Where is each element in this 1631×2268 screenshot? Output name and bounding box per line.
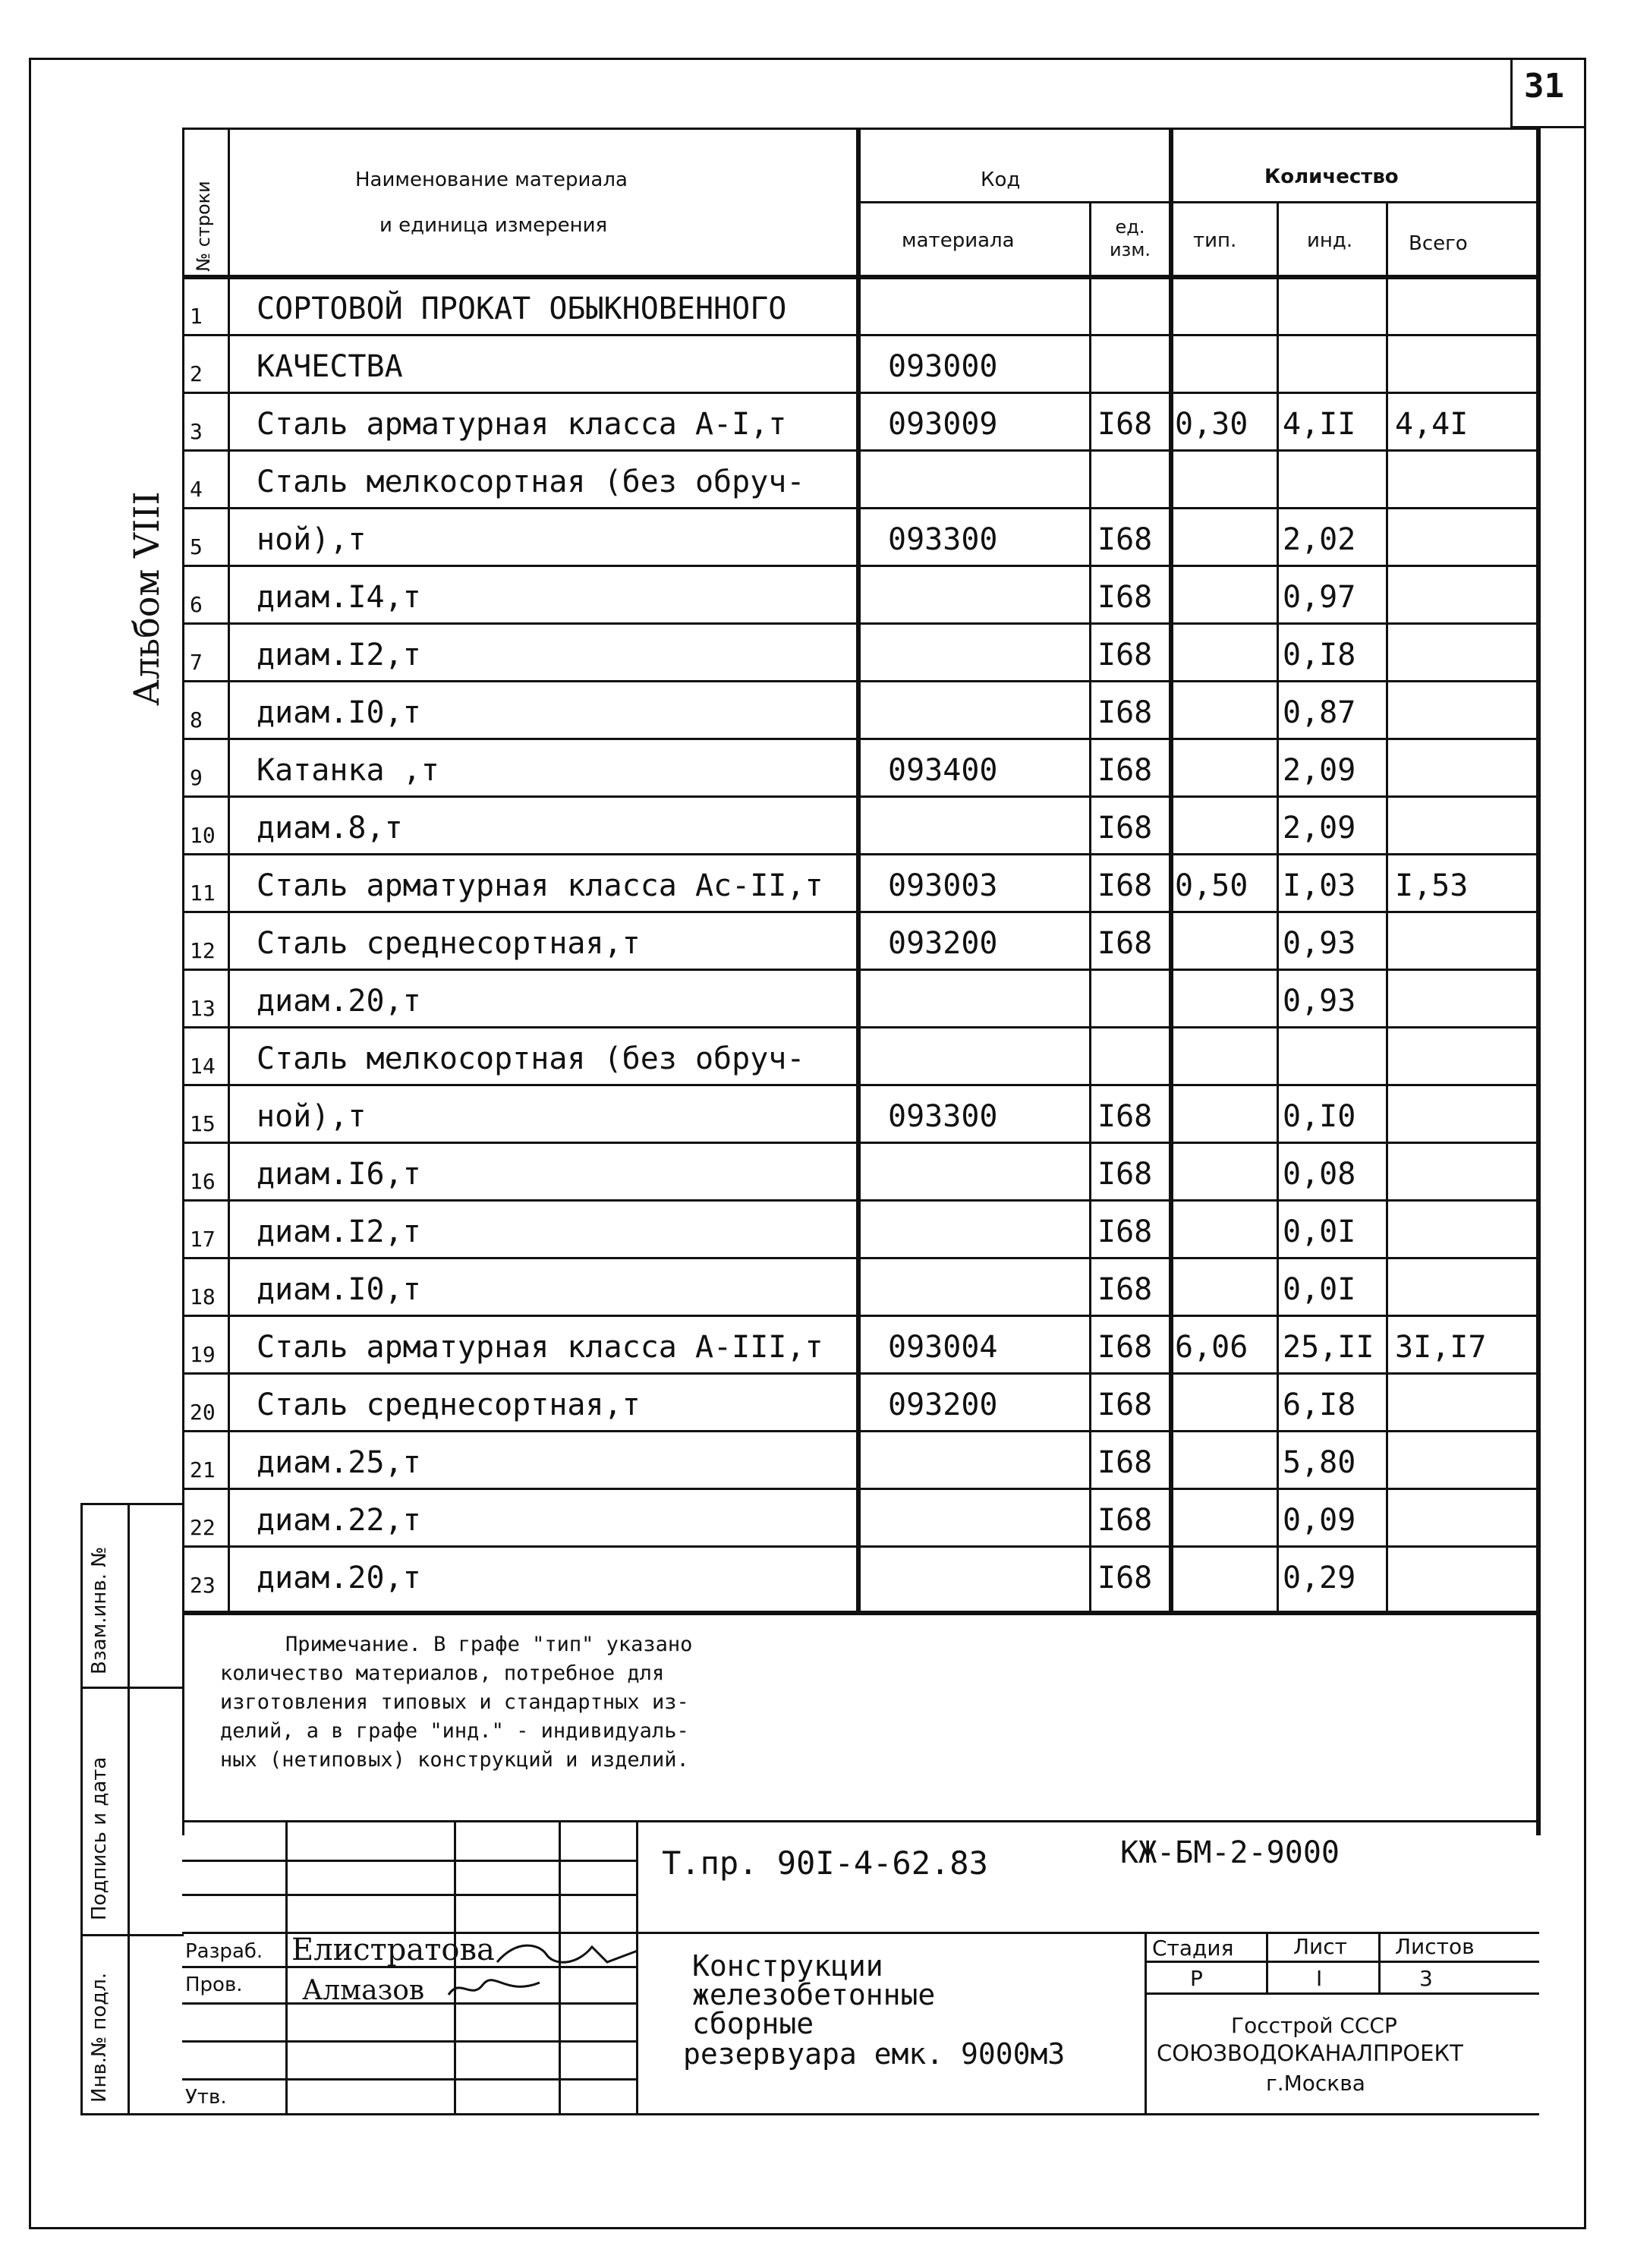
list-value: I — [1316, 1966, 1323, 1991]
col-total-left — [1386, 201, 1388, 1615]
material-code: 093004 — [888, 1330, 998, 1365]
unit-code: I68 — [1097, 1561, 1153, 1595]
col-unit-left — [1089, 201, 1091, 1615]
list-label: Лист — [1293, 1934, 1347, 1959]
tb-vline — [1145, 1932, 1147, 2114]
row-number: 16 — [190, 1169, 216, 1194]
left-strip-div3 — [80, 1934, 184, 1936]
left-strip-podpis-data: Подпись и дата — [88, 1756, 111, 1920]
qty-ind: I,03 — [1283, 868, 1356, 903]
material-name: ной),т — [257, 1099, 367, 1134]
qty-ind: 0,0I — [1283, 1272, 1356, 1307]
qty-total: 4,4I — [1395, 407, 1469, 442]
tb-vline — [1378, 1932, 1381, 1994]
material-code: 093000 — [888, 349, 998, 384]
material-name: диам.I2,т — [257, 638, 421, 673]
row-number: 19 — [190, 1342, 216, 1367]
header-row-no: № строки — [193, 181, 214, 272]
material-name: диам.I0,т — [257, 1272, 421, 1307]
left-strip-div2 — [80, 1687, 184, 1689]
unit-code: I68 — [1097, 695, 1153, 730]
unit-code: I68 — [1097, 1272, 1153, 1307]
header-material-name-2: и единица измерения — [379, 214, 608, 237]
row-divider — [182, 1084, 1539, 1086]
qty-ind: 0,93 — [1283, 926, 1356, 961]
row-divider — [182, 1315, 1539, 1317]
unit-code: I68 — [1097, 811, 1153, 846]
material-name: Сталь арматурная класса Ас-II,т — [257, 868, 823, 903]
material-code: 093200 — [888, 926, 998, 961]
album-label: Альбом VIII — [126, 491, 167, 706]
tb-vline — [285, 1820, 288, 2115]
qty-ind: 0,29 — [1283, 1561, 1356, 1595]
outer-frame-top — [29, 58, 1586, 60]
title-line: резервуара емк. 9000м3 — [683, 2037, 1066, 2071]
row-divider — [182, 738, 1539, 740]
unit-code: I68 — [1097, 407, 1153, 442]
unit-code: I68 — [1097, 1503, 1153, 1538]
row-divider — [182, 911, 1539, 913]
note-line: Примечание. В графе "тип" указано — [285, 1633, 693, 1656]
material-code: 093200 — [888, 1388, 998, 1422]
header-unit: ед. изм. — [1109, 216, 1151, 260]
row-divider — [182, 1142, 1539, 1144]
material-name: Сталь арматурная класса А-III,т — [257, 1330, 823, 1365]
row-divider — [182, 449, 1539, 452]
row-divider — [182, 1257, 1539, 1259]
project-code: Т.пр. 90I-4-62.83 — [662, 1844, 988, 1882]
listov-value: 3 — [1419, 1966, 1433, 1991]
row-divider — [182, 565, 1539, 567]
outer-frame-right — [1584, 58, 1586, 2229]
qty-ind: 0,09 — [1283, 1503, 1356, 1538]
material-name: КАЧЕСТВА — [257, 349, 403, 384]
signature-prov — [445, 1973, 543, 2004]
unit-code: I68 — [1097, 1157, 1153, 1192]
outer-frame-bottom — [29, 2227, 1586, 2229]
row-number: 14 — [190, 1054, 216, 1079]
note-line: ных (нетиповых) конструкций и изделий. — [220, 1748, 689, 1772]
unit-code: I68 — [1097, 522, 1153, 557]
unit-code: I68 — [1097, 580, 1153, 615]
row-number: 18 — [190, 1284, 216, 1309]
table-body-bottom — [182, 1611, 1539, 1615]
qty-ind: 25,II — [1283, 1330, 1374, 1365]
razrab-name: Елистратова — [291, 1933, 495, 1967]
unit-code: I68 — [1097, 638, 1153, 673]
col-rowno-left — [182, 128, 184, 1835]
left-strip-left — [80, 1503, 83, 2115]
signature-razrab — [493, 1936, 645, 1973]
row-divider — [182, 507, 1539, 509]
row-divider — [182, 1372, 1539, 1375]
note-line: изготовления типовых и стандартных из- — [220, 1690, 689, 1714]
qty-ind: 0,97 — [1283, 580, 1356, 615]
material-name: диам.20,т — [257, 984, 421, 1019]
tb-line — [1145, 1961, 1539, 1963]
org-line1: Госстрой СССР — [1231, 2013, 1397, 2038]
header-bottom-line — [182, 275, 1539, 279]
prov-name: Алмазов — [302, 1975, 425, 2006]
header-quantity: Количество — [1264, 165, 1399, 188]
row-number: 15 — [190, 1111, 216, 1136]
header-qty-typ: тип. — [1193, 229, 1237, 252]
col-ind-left — [1277, 201, 1279, 1615]
material-code: 093300 — [888, 1099, 998, 1134]
row-divider — [182, 1545, 1539, 1548]
qty-ind: 0,93 — [1283, 984, 1356, 1019]
row-number: 12 — [190, 938, 216, 963]
note-block — [220, 1630, 692, 1775]
qty-typ: 0,30 — [1175, 407, 1248, 442]
row-divider — [182, 392, 1539, 394]
material-name: диам.22,т — [257, 1503, 421, 1538]
header-qty-total: Всего — [1409, 232, 1468, 255]
row-divider — [182, 1430, 1539, 1432]
unit-code: I68 — [1097, 1214, 1153, 1249]
row-number: 4 — [190, 477, 203, 502]
unit-code: I68 — [1097, 753, 1153, 788]
unit-code: I68 — [1097, 926, 1153, 961]
material-name: диам.8,т — [257, 811, 403, 846]
row-number: 17 — [190, 1227, 216, 1252]
page-number-box-left — [1510, 58, 1513, 128]
listov-label: Листов — [1395, 1934, 1475, 1959]
row-number: 6 — [190, 592, 203, 617]
row-divider — [182, 622, 1539, 625]
title-line: Конструкции — [692, 1949, 883, 1983]
material-name: диам.25,т — [257, 1445, 421, 1480]
inner-frame-right — [1536, 128, 1541, 1835]
col-name-left — [228, 128, 230, 1615]
material-name: диам.I4,т — [257, 580, 421, 615]
row-number: 2 — [190, 361, 203, 386]
title-line: сборные — [692, 2007, 814, 2040]
row-divider — [182, 1488, 1539, 1490]
unit-code: I68 — [1097, 868, 1153, 903]
left-strip-inv-podl: Инв.№ подл. — [88, 1972, 111, 2103]
row-number: 13 — [190, 996, 216, 1021]
tb-line — [80, 2113, 1539, 2115]
qty-ind: 4,II — [1283, 407, 1356, 442]
tb-line — [182, 2040, 638, 2043]
table-top-line — [182, 128, 1539, 130]
material-code: 093003 — [888, 868, 998, 903]
outer-frame-left — [29, 58, 31, 2229]
row-divider — [182, 795, 1539, 798]
material-name: ной),т — [257, 522, 367, 557]
qty-ind: 0,I8 — [1283, 638, 1356, 673]
material-name: Сталь арматурная класса А-I,т — [257, 407, 787, 442]
page-number: 31 — [1524, 67, 1564, 106]
qty-ind: 2,09 — [1283, 811, 1356, 846]
note-bottom-line — [182, 1820, 1539, 1822]
prov-label: Пров. — [185, 1973, 243, 1996]
header-code: Код — [981, 169, 1021, 191]
note-line: делий, а в графе "инд." - индивидуаль- — [220, 1719, 689, 1743]
row-divider — [182, 334, 1539, 336]
material-code: 093009 — [888, 407, 998, 442]
tb-line — [182, 2078, 638, 2081]
material-code: 093300 — [888, 522, 998, 557]
header-subline — [856, 201, 1539, 203]
material-name: Сталь среднесортная,т — [257, 926, 641, 961]
tb-line — [182, 1894, 638, 1896]
header-code-material: материала — [902, 229, 1015, 252]
material-name: диам.I0,т — [257, 695, 421, 730]
stadiya-value: Р — [1190, 1966, 1203, 1991]
header-material-name-1: Наименование материала — [355, 169, 628, 191]
razrab-label: Разраб. — [185, 1940, 263, 1963]
qty-ind: 0,87 — [1283, 695, 1356, 730]
title-line: железобетонные — [692, 1978, 936, 2011]
note-line: количество материалов, потребное для — [220, 1662, 665, 1685]
unit-code: I68 — [1097, 1099, 1153, 1134]
left-strip-div1 — [80, 1503, 184, 1505]
tb-vline — [1266, 1932, 1268, 1994]
qty-ind: 6,I8 — [1283, 1388, 1356, 1422]
row-divider — [182, 1026, 1539, 1028]
unit-code: I68 — [1097, 1388, 1153, 1422]
material-name: диам.20,т — [257, 1561, 421, 1595]
tb-vline — [454, 1820, 456, 2115]
row-number: 8 — [190, 707, 203, 732]
row-divider — [182, 1199, 1539, 1202]
tb-line — [1145, 1992, 1539, 1995]
qty-ind: 0,I0 — [1283, 1099, 1356, 1134]
qty-ind: 0,0I — [1283, 1214, 1356, 1249]
left-strip-vzam-inv: Взам.инв. № — [88, 1546, 111, 1674]
qty-typ: 6,06 — [1175, 1330, 1248, 1365]
row-number: 22 — [190, 1515, 216, 1540]
material-name: СОРТОВОЙ ПРОКАТ ОБЫКНОВЕННОГО — [257, 291, 787, 326]
sheet-code: КЖ-БМ-2-9000 — [1120, 1835, 1340, 1870]
utv-label: Утв. — [185, 2086, 227, 2109]
row-divider — [182, 969, 1539, 971]
qty-ind: 2,02 — [1283, 522, 1356, 557]
row-number: 3 — [190, 419, 203, 444]
unit-code: I68 — [1097, 1330, 1153, 1365]
material-name: Сталь мелкосортная (без обруч- — [257, 465, 805, 499]
qty-ind: 2,09 — [1283, 753, 1356, 788]
row-number: 7 — [190, 650, 203, 675]
org-line2: СОЮЗВОДОКАНАЛПРОЕКТ — [1157, 2040, 1463, 2066]
row-number: 1 — [190, 304, 203, 329]
material-name: диам.I2,т — [257, 1214, 421, 1249]
row-number: 5 — [190, 534, 203, 559]
row-divider — [182, 853, 1539, 855]
material-name: Сталь мелкосортная (без обруч- — [257, 1041, 805, 1076]
row-number: 9 — [190, 765, 203, 790]
row-number: 11 — [190, 880, 216, 906]
col-code-left — [856, 128, 861, 1615]
qty-total: I,53 — [1395, 868, 1469, 903]
material-name: Катанка ,т — [257, 753, 439, 788]
org-line3: г.Москва — [1266, 2071, 1365, 2096]
qty-typ: 0,50 — [1175, 868, 1248, 903]
row-number: 21 — [190, 1457, 216, 1482]
row-number: 23 — [190, 1573, 216, 1598]
header-qty-ind: инд. — [1307, 229, 1353, 252]
col-typ-left — [1169, 128, 1173, 1615]
unit-code: I68 — [1097, 1445, 1153, 1480]
tb-line — [182, 1860, 638, 1862]
stadiya-label: Стадия — [1152, 1936, 1234, 1961]
material-code: 093400 — [888, 753, 998, 788]
left-strip-mid — [128, 1503, 130, 2115]
row-number: 10 — [190, 823, 216, 848]
material-name: Сталь среднесортная,т — [257, 1388, 641, 1422]
material-name: диам.I6,т — [257, 1157, 421, 1192]
qty-ind: 0,08 — [1283, 1157, 1356, 1192]
qty-total: 3I,I7 — [1395, 1330, 1487, 1365]
qty-ind: 5,80 — [1283, 1445, 1356, 1480]
row-number: 20 — [190, 1400, 216, 1425]
row-divider — [182, 680, 1539, 682]
